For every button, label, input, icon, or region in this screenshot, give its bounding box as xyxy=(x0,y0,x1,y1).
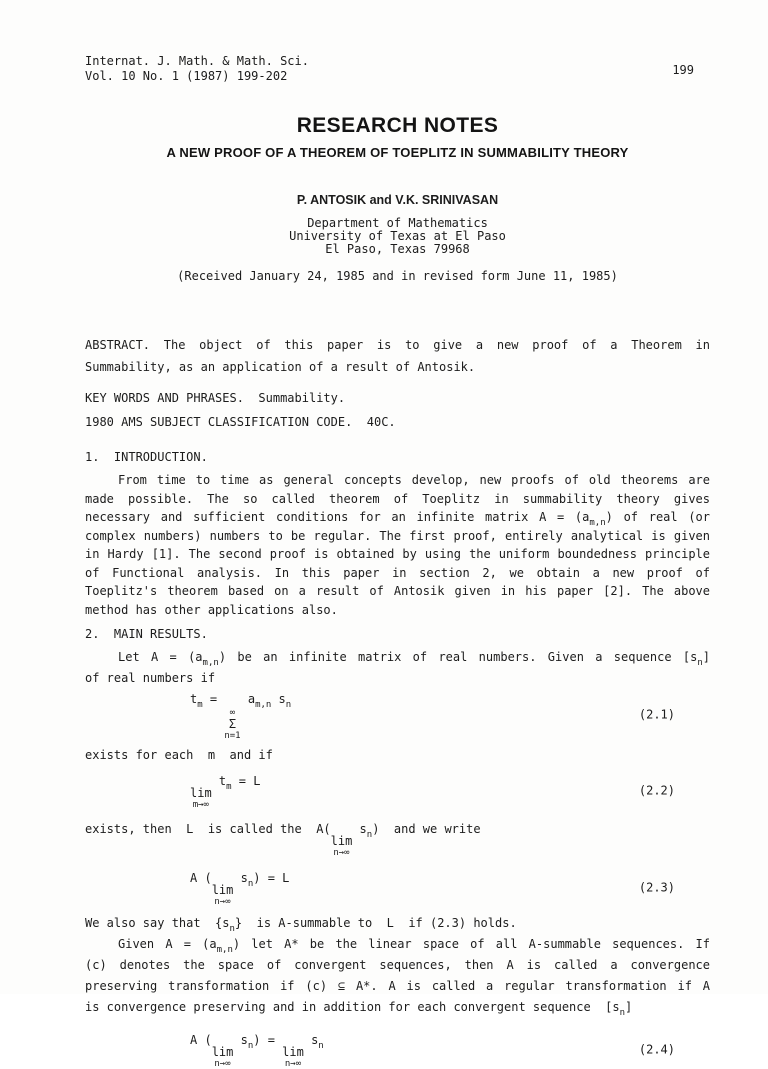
equation-number: (2.2) xyxy=(638,783,675,797)
authors-line: P. ANTOSIK and V.K. SRINIVASAN xyxy=(296,193,499,207)
paragraph-line: (c) denotes the space of convergent sequences, then A is called a convergence xyxy=(85,958,710,972)
page-number: 199 xyxy=(672,63,694,77)
affiliation-university: University of Texas at El Paso xyxy=(289,229,506,243)
paragraph-line: necessary and sufficient conditions for an infinite matrix $A = (a_{m,n})$ of real (or xyxy=(85,510,710,528)
paragraph-line: Toeplitz's theorem based on a result of Antosik given in his paper [2]. The above xyxy=(85,584,710,598)
paragraph-line: method has other applications also. xyxy=(85,602,338,617)
journal-volume: Vol. 10 No. 1 (1987) 199-202 xyxy=(85,69,288,83)
paper-title: RESEARCH NOTES xyxy=(296,114,499,137)
affiliation-city: El Paso, Texas 79968 xyxy=(325,242,470,256)
paragraph-line: Given $A = (a_{m,n})$ let A* be the linear space of all A-summable sequences. If xyxy=(118,937,710,955)
eq-2-1 xyxy=(85,689,710,741)
paragraph-line: in Hardy [1]. The second proof is obtained by using the uniform boundedness principle xyxy=(85,547,710,561)
eq-2-4 xyxy=(85,1030,710,1069)
affiliation-department: Department of Mathematics xyxy=(307,216,488,230)
limit-symbol: lim n→∞ xyxy=(211,883,234,907)
journal-header xyxy=(85,54,710,84)
paragraph-line: ABSTRACT. The object of this paper is to give a new proof of a Theorem in xyxy=(85,338,710,352)
eq-2-3 xyxy=(85,868,710,907)
equation-body: A ( lim n→∞ $s_n$) = lim n→∞ $s_n$ xyxy=(190,1033,324,1069)
paragraph-line: We also say that $\{s_n\}$ is A-summable to L if (2.3) holds. xyxy=(85,916,517,934)
limit-symbol: lim n→∞ xyxy=(282,1045,304,1069)
equation-number: (2.4) xyxy=(638,1042,675,1056)
equation-number: (2.1) xyxy=(638,707,675,722)
paper-subtitle: A NEW PROOF OF A THEOREM OF TOEPLITZ IN SUMMABILITY THEORY xyxy=(166,145,629,160)
limit-symbol: lim n→∞ xyxy=(330,834,353,858)
regular-paragraph xyxy=(85,934,710,1018)
paragraph-line: Let $A = (a_{m,n})$ be an infinite matrix of real numbers. Given a sequence $[s_n]$ xyxy=(118,650,711,668)
summation-symbol: ∞ Σ n=1 xyxy=(224,708,241,741)
equation-body: lim m→∞ $t_m = L$ xyxy=(190,774,261,810)
paragraph-line: made possible. The so called theorem of Toeplitz in summability theory gives xyxy=(85,491,710,506)
paragraph-line: of Functional analysis. In this paper in section 2, we obtain a new proof of xyxy=(85,565,710,580)
paragraph-line: complex numbers) numbers to be regular. The first proof, entirely analytical is given xyxy=(85,528,710,543)
paragraph-line: From time to time as general concepts develop, new proofs of old theorems are xyxy=(118,473,710,487)
body-blocks xyxy=(85,334,710,1069)
main-results-paragraph xyxy=(85,647,710,689)
limit-symbol: lim m→∞ xyxy=(190,786,212,810)
keywords-line: KEY WORDS AND PHRASES. Summability. xyxy=(85,391,346,405)
affiliation xyxy=(85,217,710,256)
summable-paragraph xyxy=(85,913,710,934)
intro-paragraph xyxy=(85,471,710,619)
paragraph-line: Summability, as an application of a result of Antosik. xyxy=(85,360,476,374)
eq-2-2 xyxy=(85,771,710,810)
paragraph-line: is convergence preserving and in addition for each convergent sequence $[s_n]$ xyxy=(85,1000,633,1018)
equation-body: $t_m$ = ∞ Σ n=1 $a_{m,n}$ $s_n$ xyxy=(190,692,292,741)
equation-number: (2.3) xyxy=(638,880,675,894)
section-1-heading: 1. INTRODUCTION. xyxy=(85,450,208,464)
equation-body: A ( lim n→∞ $s_n) = L$ xyxy=(190,871,290,907)
limit-symbol: lim n→∞ xyxy=(211,1045,234,1069)
journal-name: Internat. J. Math. & Math. Sci. xyxy=(85,54,309,68)
journal-citation xyxy=(85,54,309,84)
line-exists-then-L: exists, then L is called the A( lim n→∞ $s_n$) and we write xyxy=(85,822,481,858)
classification-line: 1980 AMS SUBJECT CLASSIFICATION CODE. 40C. xyxy=(85,415,396,429)
paragraph-line: preserving transformation if (c) ⊆ A*. A is called a regular transformation if A xyxy=(85,979,710,993)
section-2-heading: 2. MAIN RESULTS. xyxy=(85,627,208,641)
line-exists-each-m: exists for each m and if xyxy=(85,748,273,762)
paragraph-line: of real numbers if xyxy=(85,671,216,685)
abstract-paragraph xyxy=(85,334,710,378)
received-line: (Received January 24, 1985 and in revised form June 11, 1985) xyxy=(177,269,618,283)
